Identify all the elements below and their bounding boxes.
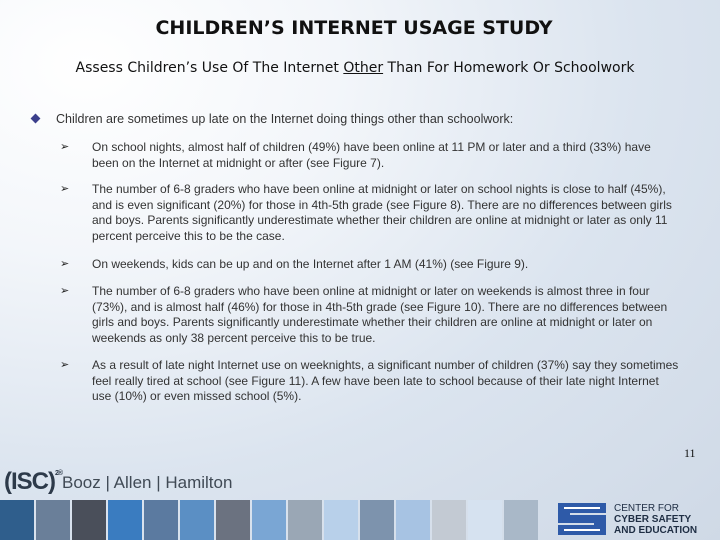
arrow-bullet-icon: ➢ [60,258,70,270]
isc2-logo-superscript: 2® [55,470,63,477]
color-strip-block [180,500,214,540]
ccsed-line-2: CYBER SAFETY [614,514,692,525]
arrow-bullet-icon: ➢ [60,141,70,153]
booz-allen-hamilton-logo: Booz | Allen | Hamilton [62,473,233,492]
color-strip-block [288,500,322,540]
main-bullet-text: Children are sometimes up late on the Internet doing things other than schoolwork: [56,112,514,126]
color-strip-block [504,500,538,540]
subtitle-part-1: Assess Children’s Use Of The Internet [75,60,344,76]
sub-bullet-item [60,182,680,244]
main-bullet [32,112,672,126]
isc2-logo-text: (ISC) [4,468,55,495]
color-strip-block [432,500,466,540]
sub-bullet-item [60,284,680,346]
color-strip-block [396,500,430,540]
arrow-bullet-icon: ➢ [60,285,70,297]
subtitle-underlined-word: Other [343,60,384,76]
arrow-bullet-icon: ➢ [60,359,70,371]
ccsed-logo-text [614,503,697,536]
sub-bullet-text: On weekends, kids can be up and on the Internet after 1 AM (41%) (see Figure 9). [92,257,529,271]
page-number: 11 [684,446,696,460]
color-strip-block [360,500,394,540]
ccsed-line-1: CENTER FOR [614,503,679,514]
ccsed-s-emblem-icon [556,501,608,537]
isc2-logo [4,468,62,496]
page-subtitle [0,60,710,76]
color-strip-block [72,500,106,540]
color-strip-block [216,500,250,540]
color-strip-decoration [0,500,536,540]
color-strip-block [0,500,34,540]
color-strip-block [108,500,142,540]
sub-bullet-item [60,358,680,405]
sub-bullet-item [60,140,680,171]
ccsed-line-3: AND EDUCATION [614,525,698,536]
page-title: CHILDREN’S INTERNET USAGE STUDY [155,17,553,39]
subtitle-part-2: Than For Homework Or Schoolwork [383,60,635,76]
diamond-bullet-icon [31,114,41,124]
ccsed-logo [556,501,716,537]
sub-bullet-text: As a result of late night Internet use on weeknights, a significant number of children (37%) say they sometimes feel really tired at school (see Figure 11). A few have been late to school because of their late night Internet use (10%) or even missed school (5%). [92,358,679,404]
color-strip-block [36,500,70,540]
sub-bullet-text: The number of 6-8 graders who have been online at midnight or later on school nights is close to half (45%), and is even significant (20%) for those in 4th-5th grade (see Figure 8). There are no differences between girls and boys. Parents significantly underestimate whether their children are online at midnight or later as only 11 percent perceive this to be the case. [92,182,672,243]
color-strip-block [468,500,502,540]
sub-bullet-text: The number of 6-8 graders who have been online at midnight or later on weekends is almost three in four (73%), and is almost half (46%) for those in 4th-5th grade (see Figure 10). There are no differences between girls and boys. Parents significantly underestimate whether their children are online at midnight or later on weekends as only 38 percent perceive this to be true. [92,284,668,345]
color-strip-block [144,500,178,540]
arrow-bullet-icon: ➢ [60,183,70,195]
sub-bullet-item [60,257,680,273]
color-strip-block [252,500,286,540]
color-strip-block [324,500,358,540]
sub-bullet-text: On school nights, almost half of children (49%) have been online at 11 PM or later and a third (33%) have been on the Internet at midnight or after (see Figure 7). [92,140,651,170]
